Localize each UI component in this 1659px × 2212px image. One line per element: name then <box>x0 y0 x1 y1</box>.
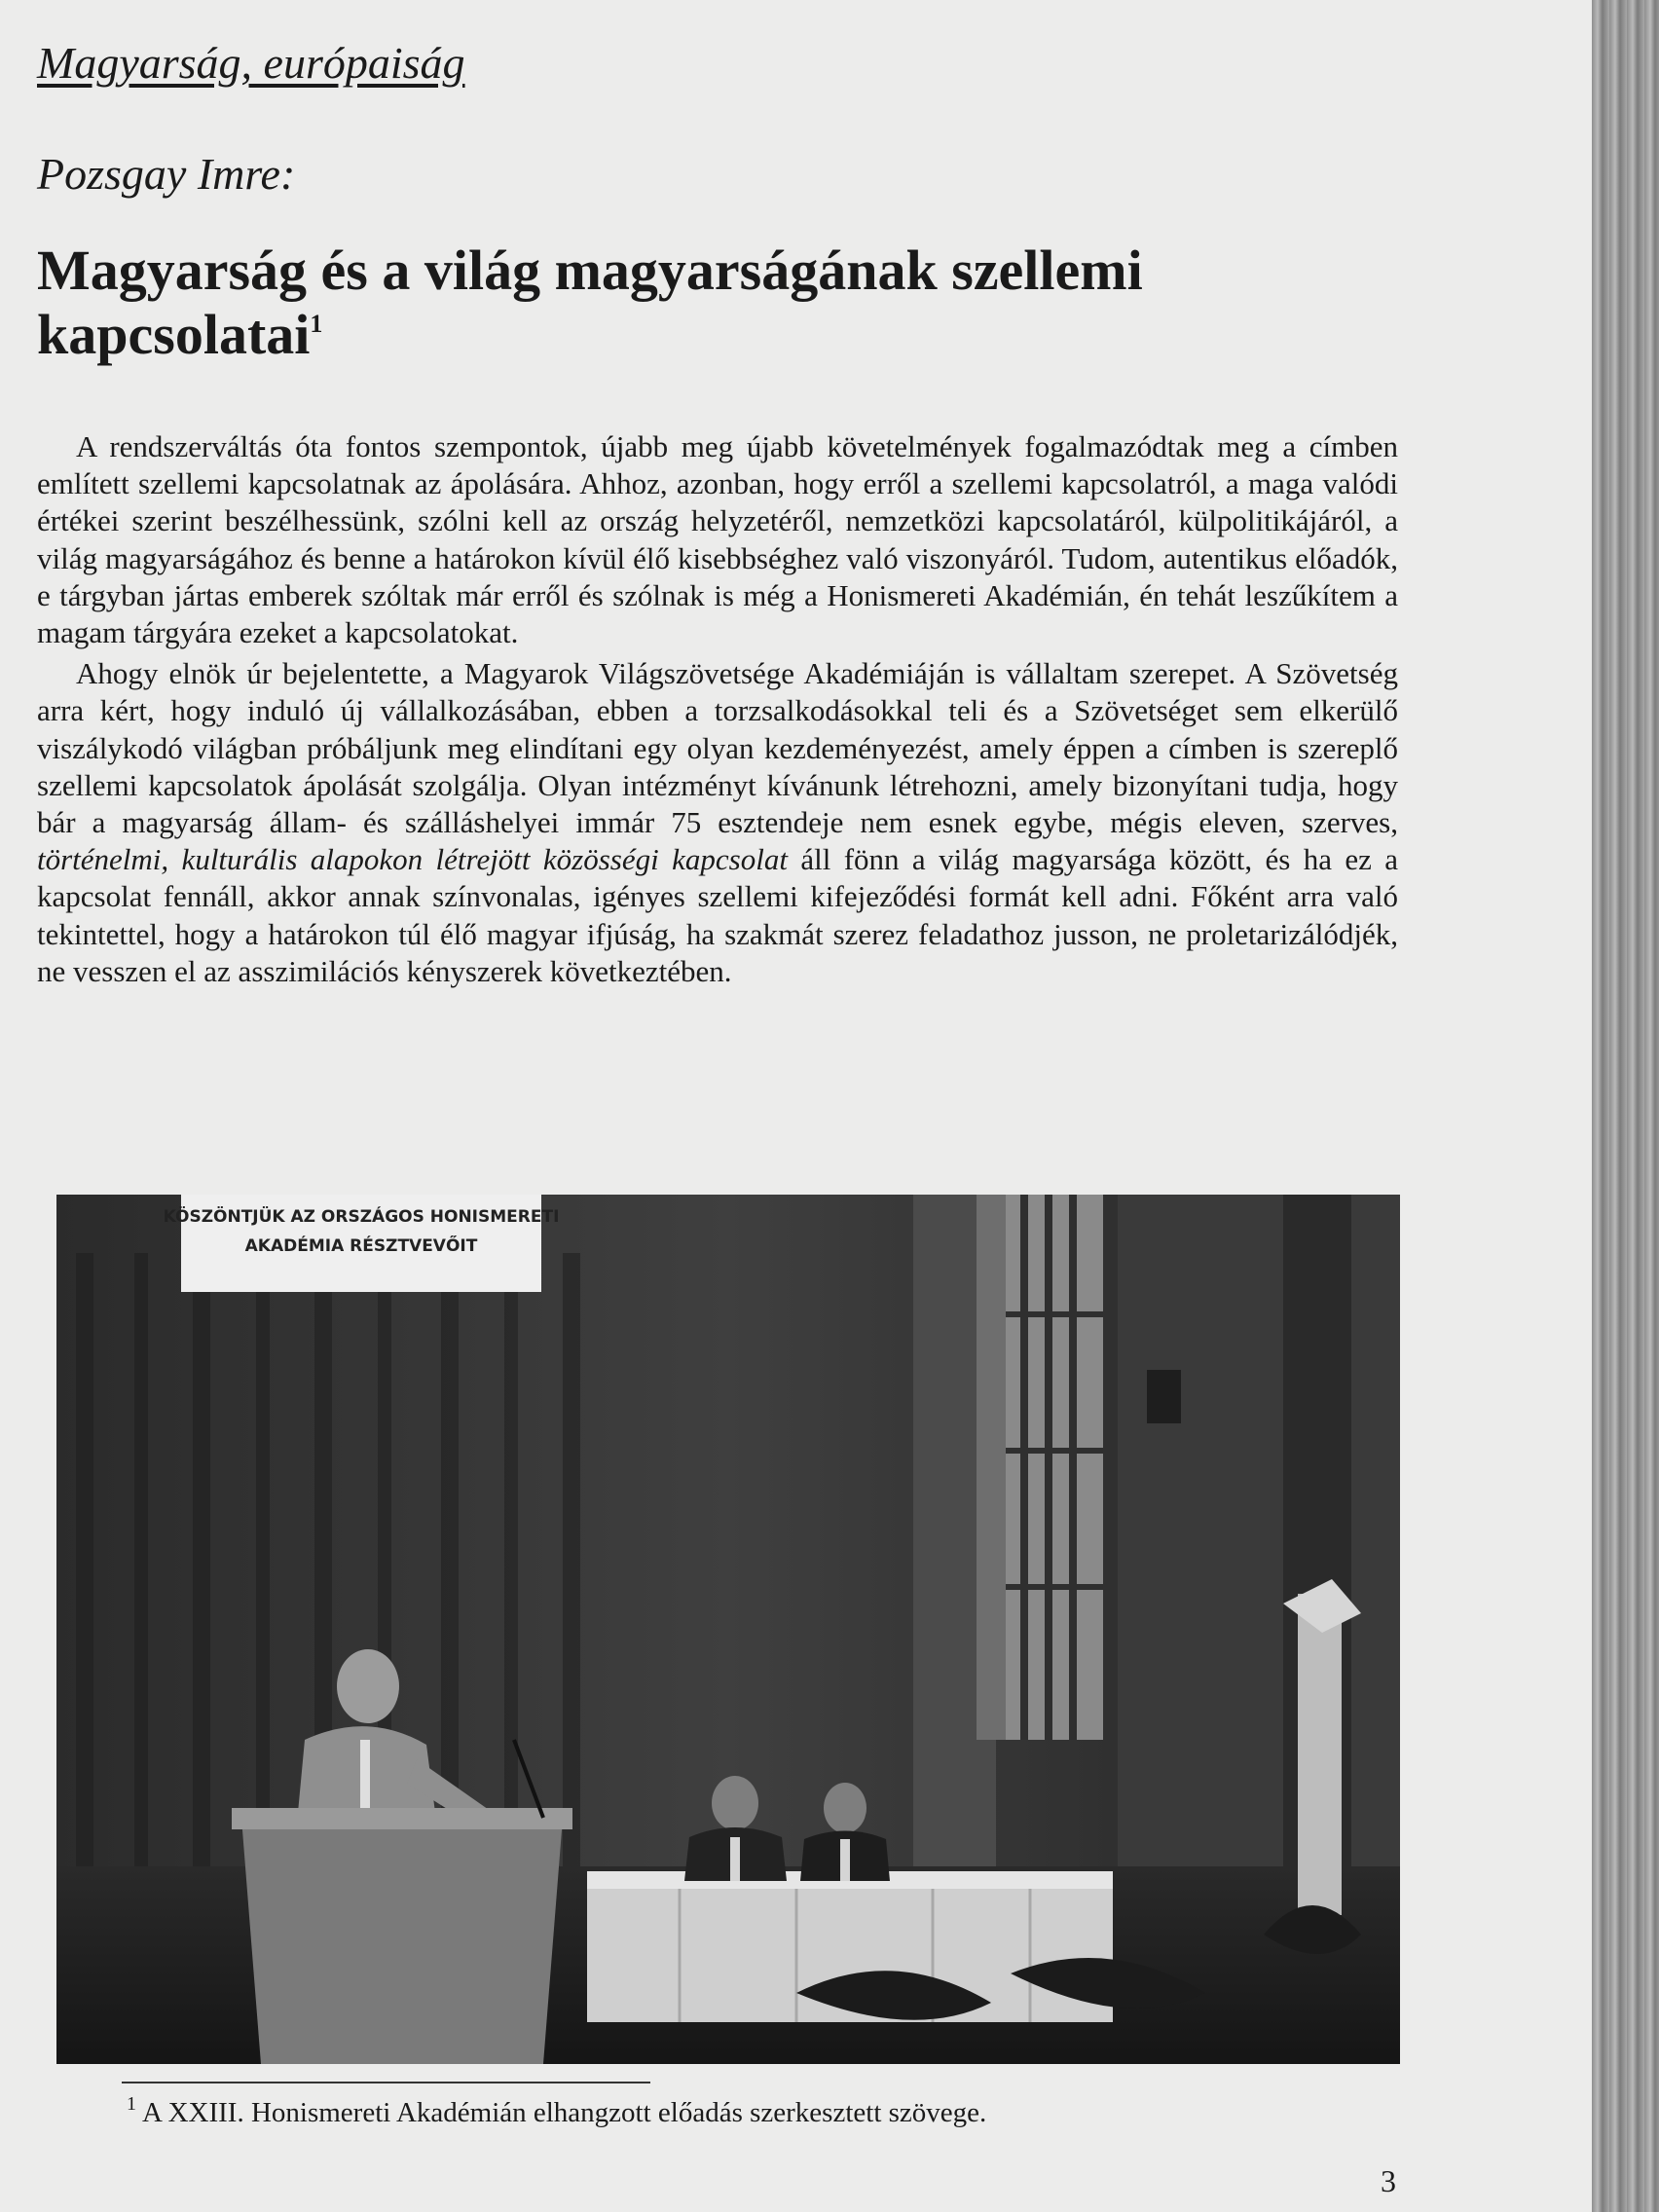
page-number: 3 <box>1381 2163 1396 2198</box>
article-body <box>37 428 1398 990</box>
footnote <box>127 2093 986 2129</box>
conference-photo <box>56 1195 1400 2064</box>
article-title <box>37 239 1400 367</box>
conference-photo-illustration <box>56 1195 1400 2064</box>
section-title: Magyarság, európaiság <box>37 38 465 88</box>
banner-line-2: AKADÉMIA RÉSZTVEVŐIT <box>244 1236 478 1256</box>
paragraph-2-text-b: áll fönn a világ magyarsága között, és ha ez a kapcsolat fennáll, akkor annak színvonalas, igényes szellemi kifejeződési formát kell adni. Főként arra való tekintettel, hogy a határokon túl élő magyar ifjúság, ha szakmát szerez feladathoz jusson, ne proletarizálódjék, ne vesszen el az asszimilációs kényszerek következtében. <box>37 842 1399 988</box>
window <box>977 1195 1103 1740</box>
footnote-rule <box>122 2082 650 2083</box>
footnote-text: A XXIII. Honismereti Akadémián elhangzott előadás szerkesztett szövege. <box>142 2097 987 2128</box>
welcome-banner <box>164 1195 560 1292</box>
banner-line-1: KÖSZÖNTJÜK AZ ORSZÁGOS HONISMERETI <box>163 1207 560 1227</box>
paragraph-2-italic: történelmi, kulturális alapokon létrejött közösségi kapcsolat <box>37 842 788 877</box>
footnote-marker: 1 <box>127 2093 136 2115</box>
paragraph-2 <box>37 655 1398 990</box>
author-name: Pozsgay Imre: <box>37 149 296 199</box>
paragraph-1: A rendszerváltás óta fontos szempontok, újabb meg újabb követelmények fogalmazódtak meg a címben említett szellemi kapcsolatnak az ápolására. Ahhoz, azonban, hogy erről a szellemi kapcsolatról, a maga valódi értékei szerint beszélhessünk, szólni kell az ország helyzetéről, nemzetközi kapcsolatáról, külpolitikájáról, a világ magyarságához és benne a határokon kívül élő kisebbséghez való viszonyáról. Tudom, autentikus előadók, e tárgyban jártas emberek szóltak már erről és szólnak is még a Honismereti Akadémián, én tehát leszűkítem a magam tárgyára ezeket a kapcsolatokat. <box>37 429 1398 650</box>
book-spine-edge <box>1592 0 1659 2212</box>
wall-frame <box>1147 1370 1181 1423</box>
article-title-text: Magyarság és a világ magyarságának szellemi kapcsolatai <box>37 239 1143 367</box>
paragraph-2-text-a: Ahogy elnök úr bejelentette, a Magyarok Világszövetsége Akadémiáján is vállaltam szerepet. A Szövetség arra kért, hogy induló új vállalkozásában, ebben a torzsalkodásokkal teli és a Szövetséget sem elkerülő viszálykodó világban próbáljunk meg elindítani egy olyan kezdeményezést, amely éppen a címben is szereplő szellemi kapcsolatok ápolását szolgálja. Olyan intézményt kívánunk létrehozni, amely bizonyítani tudja, hogy bár a magyarság állam- és szálláshelyei immár 75 esztendeje nem esnek egybe, mégis eleven, szerves, <box>37 656 1398 840</box>
title-footnote-marker: 1 <box>310 310 323 339</box>
